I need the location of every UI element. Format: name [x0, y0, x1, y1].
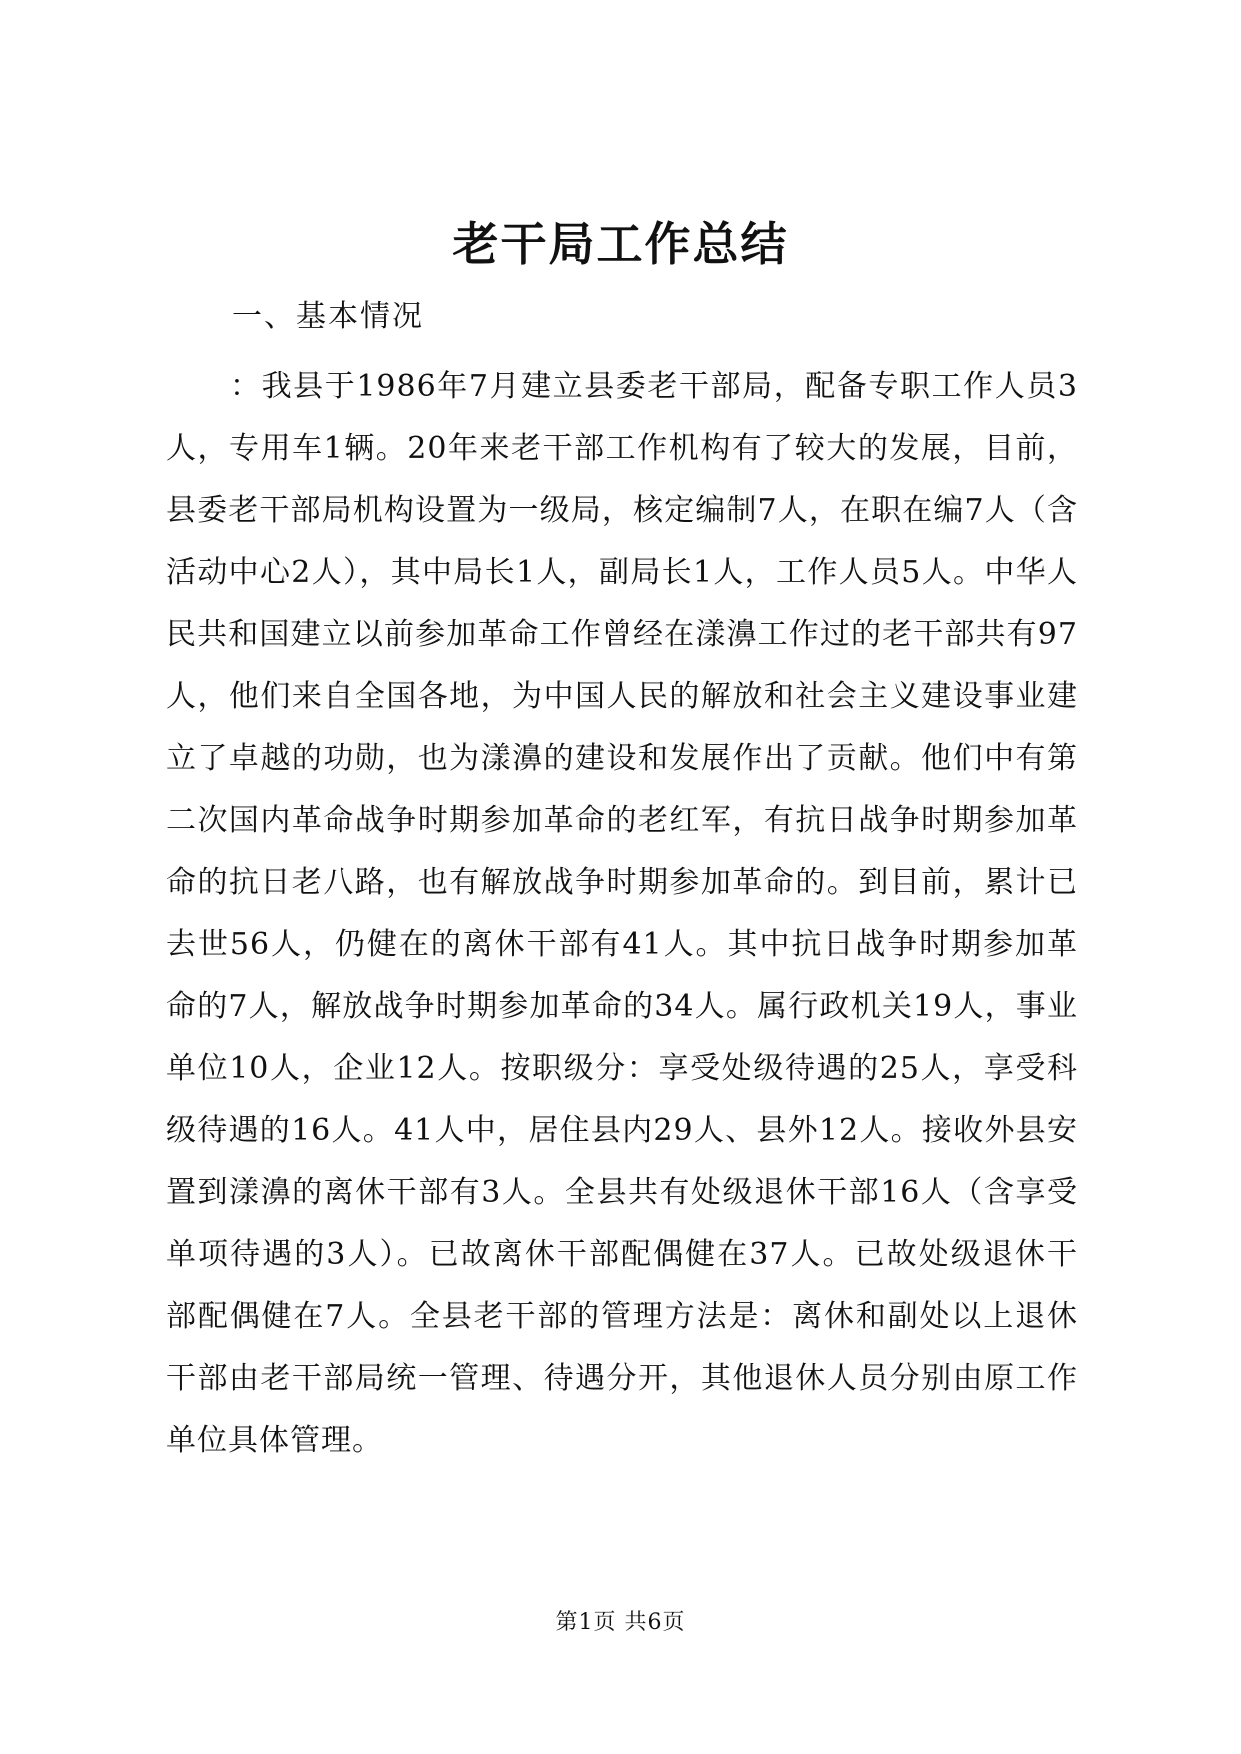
page-number-footer: 第1页 共6页: [555, 1610, 686, 1635]
document-title: 老干局工作总结: [452, 217, 789, 271]
section-heading-basic-situation: 一、基本情况: [232, 299, 424, 334]
body-paragraph: ：我县于1986年7月建立县委老干部局，配备专职工作人员3人，专用车1辆。20年来老干部工作机构有了较大的发展，目前，县委老干部局机构设置为一级局，核定编制7人，在职在编7人（含活动中心2人），其中局长1人，副局长1人，工作人员5人。中华人民共和国建立以前参加革命工作曾经在漾濞工作过的老干部共有97人，他们来自全国各地，为中国人民的解放和社会主义建设事业建立了卓越的功勋，也为漾濞的建设和发展作出了贡献。他们中有第二次国内革命战争时期参加革命的老红军，有抗日战争时期参加革命的抗日老八路，也有解放战争时期参加革命的。到目前，累计已去世56人，仍健在的离休干部有41人。其中抗日战争时期参加革命的7人，解放战争时期参加革命的34人。属行政机关19人，事业单位10人，企业12人。按职级分：享受处级待遇的25人，享受科级待遇的16人。41人中，居住县内29人、县外12人。接收外县安置到漾濞的离休干部有3人。全县共有处级退休干部16人（含享受单项待遇的3人）。已故离休干部配偶健在37人。已故处级退休干部配偶健在7人。全县老干部的管理方法是：离休和副处以上退休干部由老干部局统一管理、待遇分开，其他退休人员分别由原工作单位具体管理。: [166, 369, 1078, 1458]
